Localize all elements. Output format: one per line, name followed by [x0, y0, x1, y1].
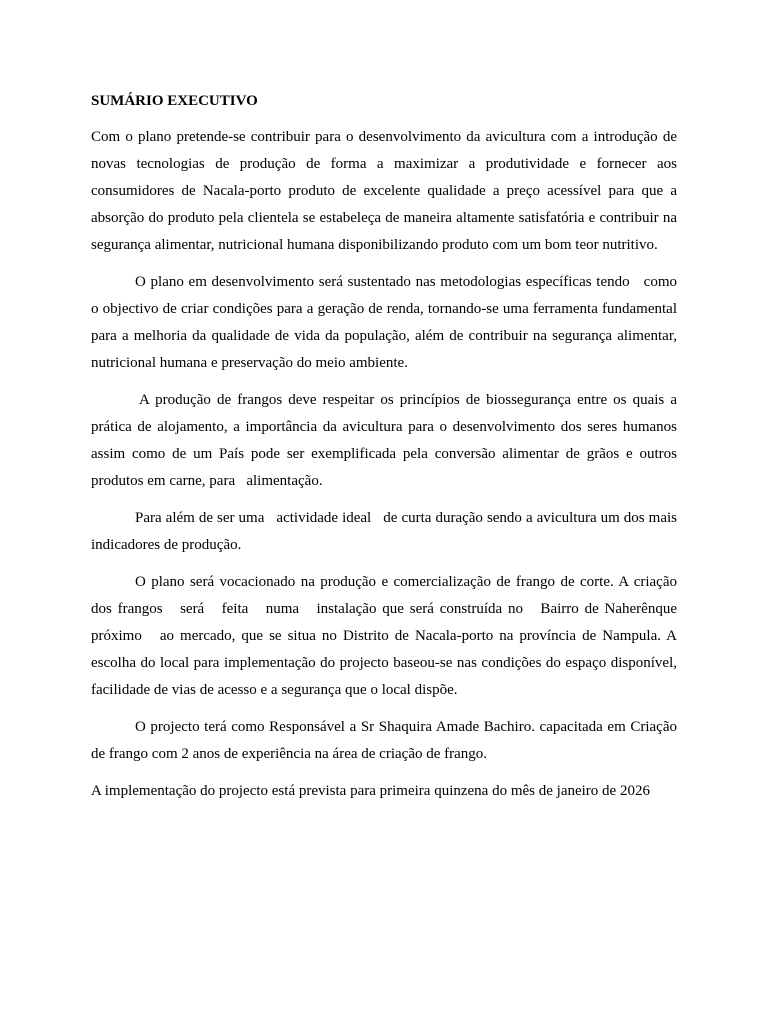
document-page [91, 88, 689, 815]
paragraph-biosecurity: A produção de frangos deve respeitar os princípios de biossegurança entre os quais a prática de alojamento, a importância da avicultura para o desenvolvimento dos seres humanos assim como de um País pode ser exemplificada pela conversão alimentar de grãos e outros produtos em carne, para alimentação. [91, 392, 681, 489]
paragraph-activity: Para além de ser uma actividade ideal de curta duração sendo a avicultura um dos mais indicadores de produção. [91, 510, 681, 553]
paragraph-intro: Com o plano pretende-se contribuir para o desenvolvimento da avicultura com a introdução de novas tecnologias de produção de forma a maximizar a produtividade e fornecer aos consumidores de Nacala-porto produto de excelente qualidade a preço acessível para que a absorção do produto pela clientela se estabeleça de maneira altamente satisfatória e contribuir na segurança alimentar, nutricional humana disponibilizando produto com um bom teor nutritivo. [91, 129, 681, 253]
paragraph-methodology: O plano em desenvolvimento será sustentado nas metodologias específicas tendo como o objectivo de criar condições para a geração de renda, tornando-se uma ferramenta fundamental para a melhoria da qualidade de vida da população, além de contribuir na segurança alimentar, nutricional humana e preservação do meio ambiente. [91, 274, 689, 371]
paragraph-implementation-date: A implementação do projecto está prevista para primeira quinzena do mês de janeiro de 2026 [91, 783, 650, 799]
document-title: SUMÁRIO EXECUTIVO [91, 93, 258, 109]
paragraph-responsible: O projecto terá como Responsável a Sr Shaquira Amade Bachiro. capacitada em Criação de frango com 2 anos de experiência na área de criação de frango. [91, 719, 681, 762]
paragraph-location: O plano será vocacionado na produção e comercialização de frango de corte. A criação dos frangos será feita numa instalação que será construída no Bairro de Naherênque próximo ao mercado, que se situa no Distrito de Nacala-porto na província de Nampula. A escolha do local para implementação do projecto baseou-se nas condições do espaço disponível, facilidade de vias de acesso e a segurança que o local dispõe. [91, 574, 681, 698]
